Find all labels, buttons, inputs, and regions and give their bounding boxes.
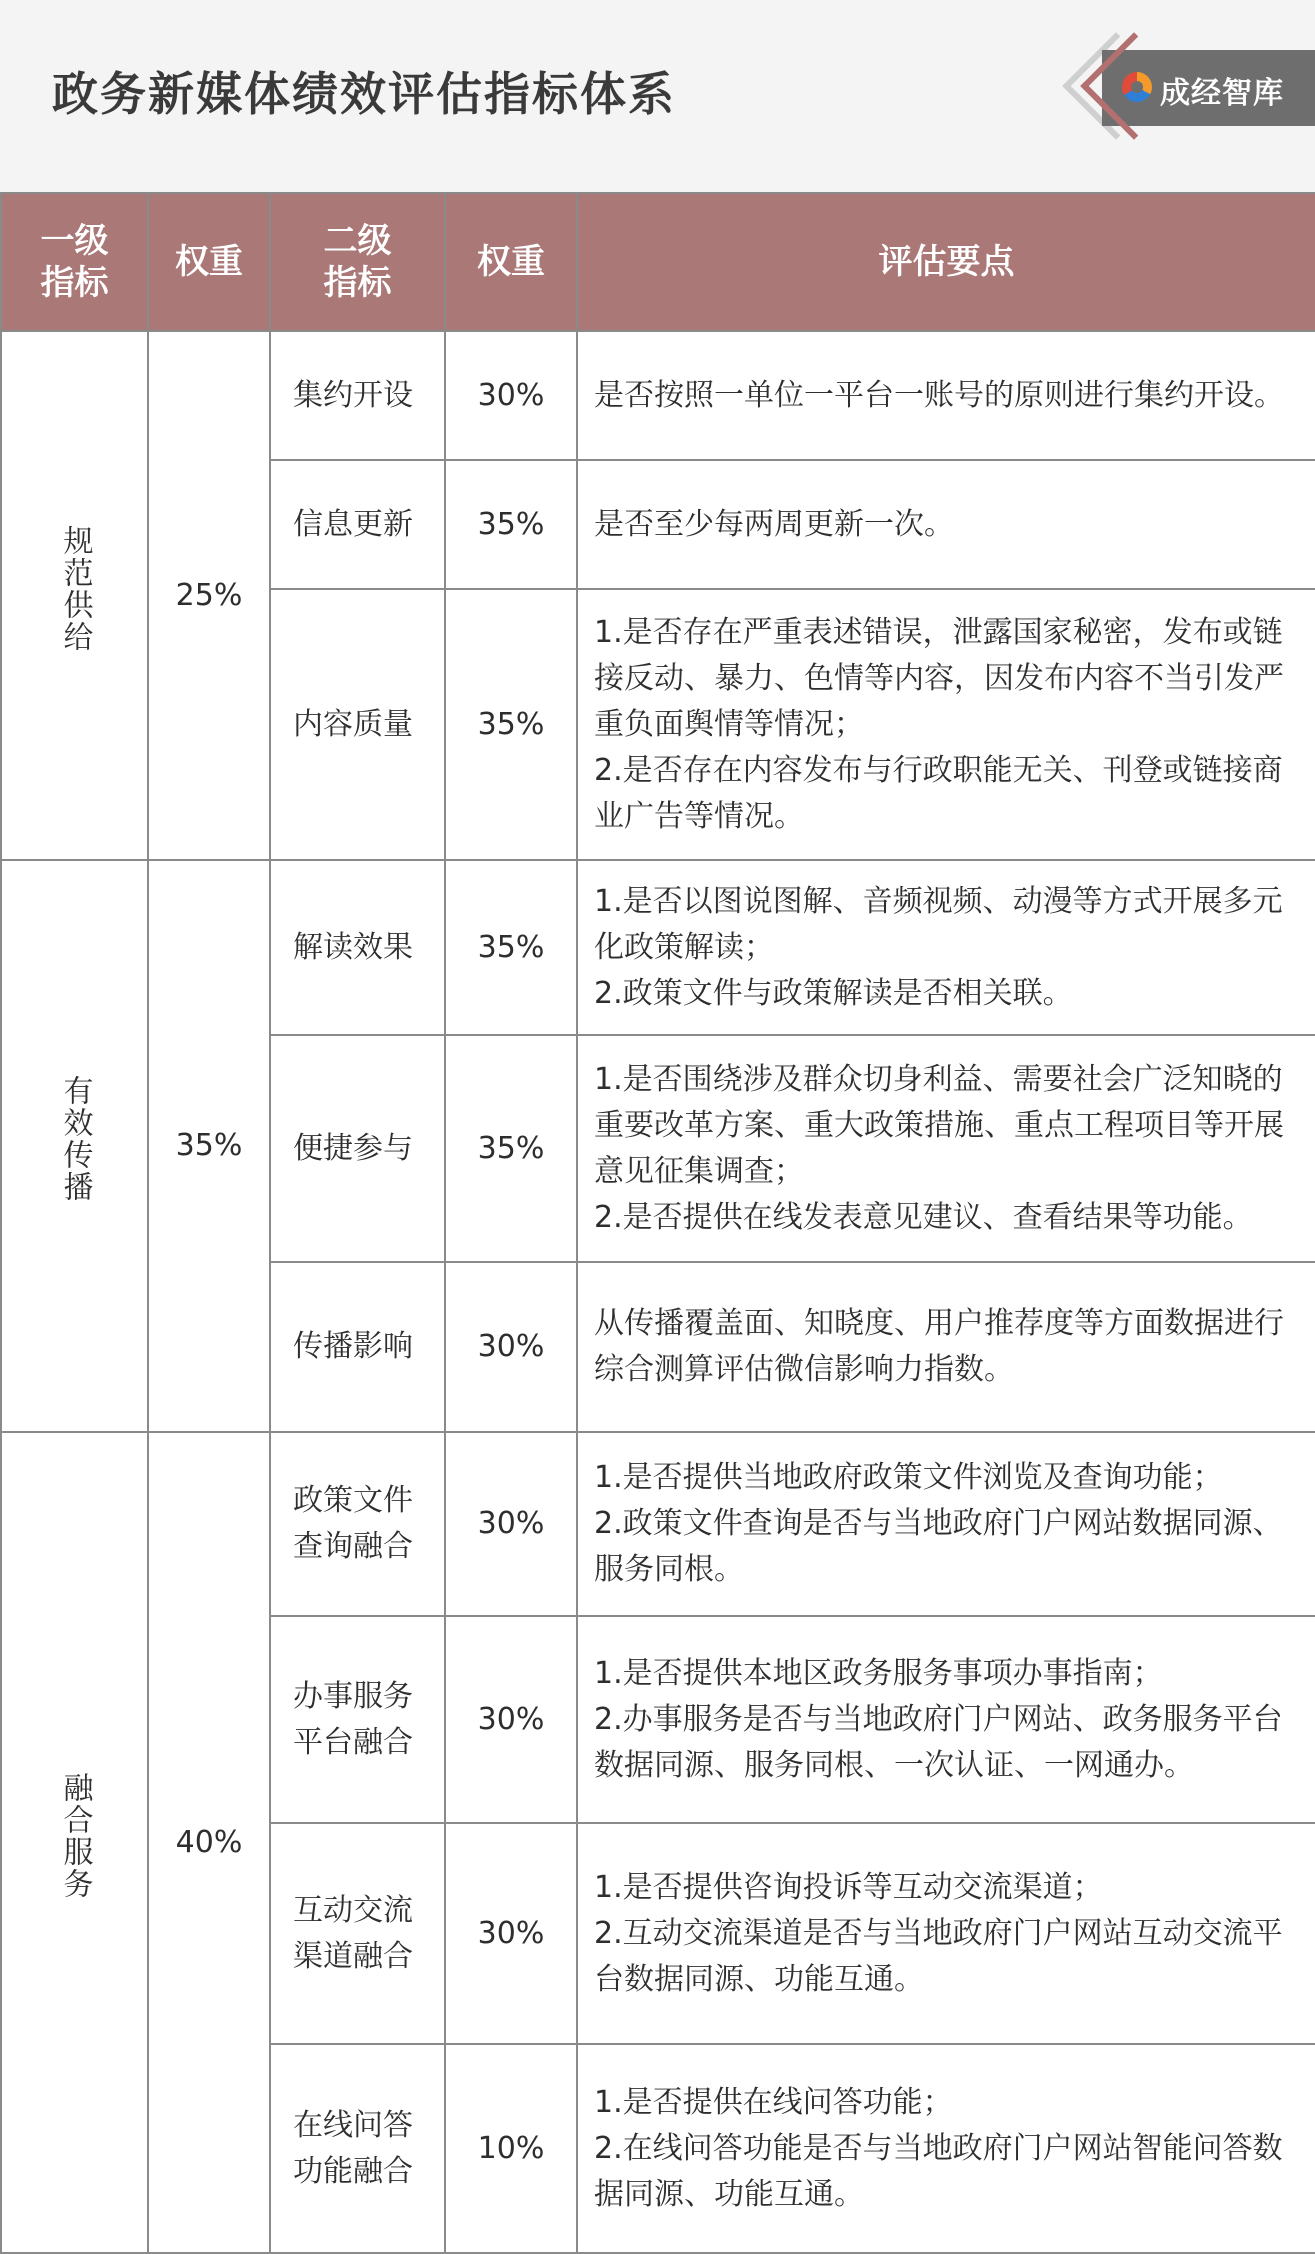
point-line: 是否至少每两周更新一次。 bbox=[594, 506, 954, 542]
level1-label: 融合服务 bbox=[57, 1771, 93, 1900]
points-cell bbox=[577, 1823, 1315, 2044]
table-header-row bbox=[1, 193, 1315, 331]
point-line: 1.是否存在严重表述错误，泄露国家秘密，发布或链接反动、暴力、色情等内容，因发布内容不当引发严重负面舆情等情况； bbox=[594, 614, 1284, 742]
level1-weight-cell: 35% bbox=[148, 860, 270, 1432]
level2-weight-cell: 35% bbox=[445, 589, 577, 860]
brand-logo bbox=[1050, 28, 1315, 148]
point-line: 1.是否围绕涉及群众切身利益、需要社会广泛知晓的重要改革方案、重大政策措施、重点工程项目等开展意见征集调查； bbox=[594, 1061, 1284, 1189]
point-line: 从传播覆盖面、知晓度、用户推荐度等方面数据进行综合测算评估微信影响力指数。 bbox=[594, 1306, 1284, 1387]
level2-weight-cell: 30% bbox=[445, 1262, 577, 1432]
point-line: 2.在线问答功能是否与当地政府门户网站智能问答数据同源、功能互通。 bbox=[594, 2130, 1283, 2212]
level1-cell bbox=[1, 860, 148, 1432]
level2-cell: 办事服务 平台融合 bbox=[270, 1616, 445, 1823]
points-cell bbox=[577, 589, 1315, 860]
header-level1: 一级 指标 bbox=[1, 193, 148, 331]
point-line: 1.是否提供当地政府政策文件浏览及查询功能； bbox=[594, 1460, 1223, 1495]
level2-weight-cell: 35% bbox=[445, 860, 577, 1035]
logo-text: 成经智库 bbox=[1160, 76, 1284, 111]
level2-weight-cell: 10% bbox=[445, 2044, 577, 2253]
level2-cell: 信息更新 bbox=[270, 460, 445, 589]
level2-weight-cell: 30% bbox=[445, 1432, 577, 1616]
header-weight2: 权重 bbox=[445, 193, 577, 331]
points-cell bbox=[577, 1262, 1315, 1432]
header-level2: 二级 指标 bbox=[270, 193, 445, 331]
level2-weight-cell: 35% bbox=[445, 1035, 577, 1262]
points-cell bbox=[577, 1616, 1315, 1823]
header-weight1: 权重 bbox=[148, 193, 270, 331]
level2-cell: 传播影响 bbox=[270, 1262, 445, 1432]
logo-mark-icon bbox=[1122, 72, 1152, 102]
level2-cell: 政策文件 查询融合 bbox=[270, 1432, 445, 1616]
level1-weight-cell: 40% bbox=[148, 1432, 270, 2253]
table-body bbox=[1, 331, 1315, 2253]
points-cell bbox=[577, 2044, 1315, 2253]
level1-cell bbox=[1, 331, 148, 860]
point-line: 2.互动交流渠道是否与当地政府门户网站互动交流平台数据同源、功能互通。 bbox=[594, 1915, 1283, 1997]
header-points: 评估要点 bbox=[577, 193, 1315, 331]
level2-weight-cell: 30% bbox=[445, 331, 577, 460]
indicator-table bbox=[0, 192, 1315, 2254]
level2-cell: 集约开设 bbox=[270, 331, 445, 460]
level2-cell: 互动交流 渠道融合 bbox=[270, 1823, 445, 2044]
point-line: 1.是否以图说图解、音频视频、动漫等方式开展多元化政策解读； bbox=[594, 883, 1283, 965]
point-line: 1.是否提供本地区政务服务事项办事指南； bbox=[594, 1655, 1163, 1691]
table-row bbox=[1, 860, 1315, 1035]
page-header bbox=[0, 0, 1315, 192]
level1-cell bbox=[1, 1432, 148, 2253]
points-cell bbox=[577, 1432, 1315, 1616]
points-cell bbox=[577, 331, 1315, 460]
points-cell bbox=[577, 1035, 1315, 1262]
point-line: 是否按照一单位一平台一账号的原则进行集约开设。 bbox=[594, 377, 1284, 413]
level2-weight-cell: 35% bbox=[445, 460, 577, 589]
point-line: 2.是否提供在线发表意见建议、查看结果等功能。 bbox=[594, 1199, 1253, 1235]
point-line: 2.政策文件与政策解读是否相关联。 bbox=[594, 975, 1073, 1011]
page-title: 政务新媒体绩效评估指标体系 bbox=[52, 67, 676, 121]
level2-cell: 解读效果 bbox=[270, 860, 445, 1035]
level1-weight-cell: 25% bbox=[148, 331, 270, 860]
level1-label: 有效传播 bbox=[57, 1075, 93, 1203]
level2-cell: 内容质量 bbox=[270, 589, 445, 860]
table-row bbox=[1, 331, 1315, 460]
point-line: 2.办事服务是否与当地政府门户网站、政务服务平台数据同源、服务同根、一次认证、一网通办。 bbox=[594, 1701, 1283, 1783]
level2-weight-cell: 30% bbox=[445, 1616, 577, 1823]
point-line: 2.政策文件查询是否与当地政府门户网站数据同源、服务同根。 bbox=[594, 1506, 1283, 1587]
point-line: 1.是否提供在线问答功能； bbox=[594, 2084, 953, 2120]
level2-cell: 在线问答 功能融合 bbox=[270, 2044, 445, 2253]
points-cell bbox=[577, 860, 1315, 1035]
level2-weight-cell: 30% bbox=[445, 1823, 577, 2044]
level2-cell: 便捷参与 bbox=[270, 1035, 445, 1262]
points-cell bbox=[577, 460, 1315, 589]
point-line: 1.是否提供咨询投诉等互动交流渠道； bbox=[594, 1869, 1103, 1905]
table-row bbox=[1, 1432, 1315, 1616]
point-line: 2.是否存在内容发布与行政职能无关、刊登或链接商业广告等情况。 bbox=[594, 752, 1283, 834]
level1-label: 规范供给 bbox=[57, 524, 93, 653]
